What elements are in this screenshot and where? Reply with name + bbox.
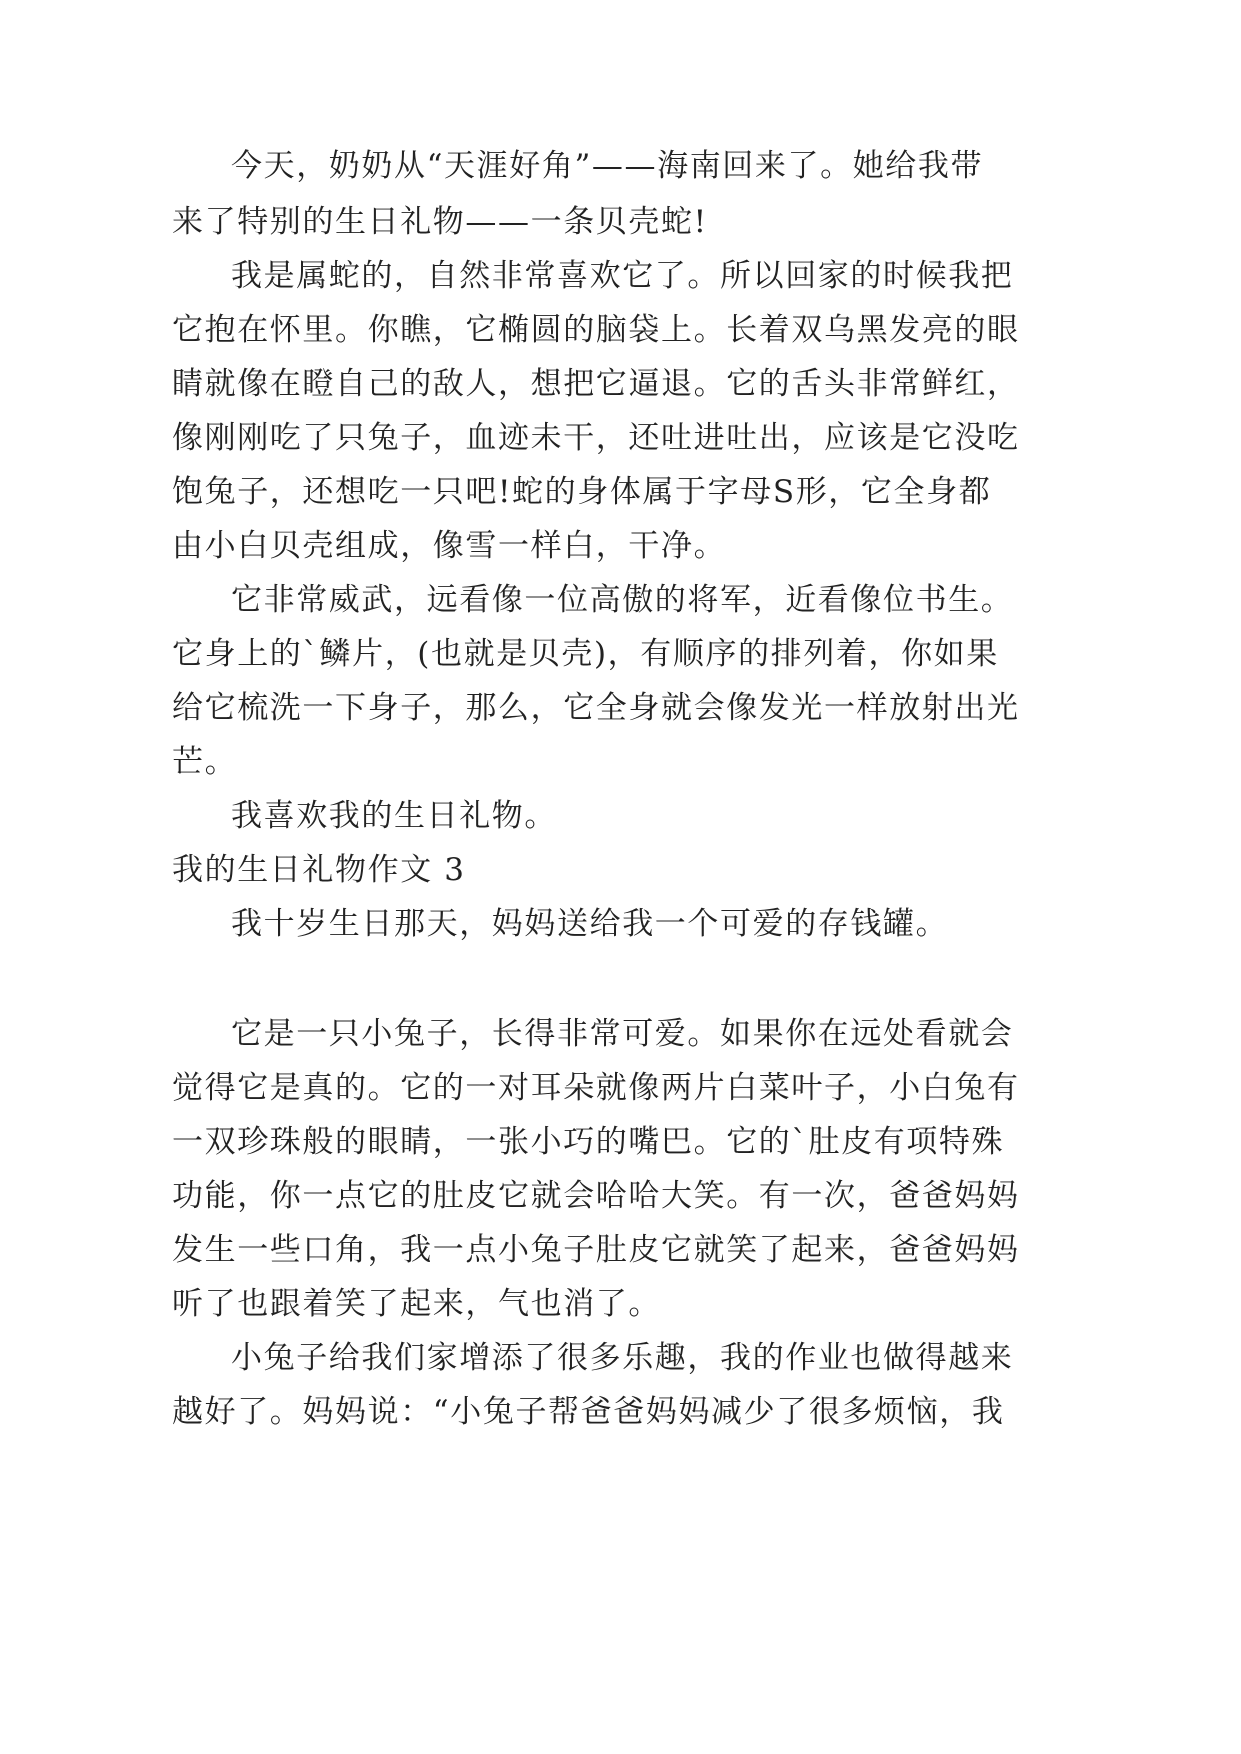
text-line: 像刚刚吃了只兔子，血迹未干，还吐进吐出，应该是它没吃 bbox=[172, 420, 1020, 456]
text-line: 越好了。妈妈说：“小兔子帮爸爸妈妈减少了很多烦恼，我 bbox=[172, 1394, 1005, 1430]
text-line: 小兔子给我们家增添了很多乐趣，我的作业也做得越来 bbox=[231, 1340, 1014, 1376]
text-line: 它身上的`鳞片，(也就是贝壳)，有顺序的排列着，你如果 bbox=[172, 636, 999, 672]
text-line: 今天，奶奶从“天涯好角”——海南回来了。她给我带 bbox=[231, 148, 984, 184]
text-line: 觉得它是真的。它的一对耳朵就像两片白菜叶子，小白兔有 bbox=[172, 1070, 1020, 1106]
text-line: 给它梳洗一下身子，那么，它全身就会像发光一样放射出光 bbox=[172, 690, 1020, 726]
text-line: 一双珍珠般的眼睛，一张小巧的嘴巴。它的`肚皮有项特殊 bbox=[172, 1124, 1005, 1160]
text-line: 睛就像在瞪自己的敌人，想把它逼退。它的舌头非常鲜红， bbox=[172, 366, 1020, 402]
text-line: 饱兔子，还想吃一只吧!蛇的身体属于字母S形，它全身都 bbox=[172, 474, 992, 510]
text-line: 芒。 bbox=[172, 744, 238, 780]
text-line: 功能，你一点它的肚皮它就会哈哈大笑。有一次，爸爸妈妈 bbox=[172, 1178, 1020, 1214]
text-line: 发生一些口角，我一点小兔子肚皮它就笑了起来，爸爸妈妈 bbox=[172, 1232, 1020, 1268]
text-line: 听了也跟着笑了起来，气也消了。 bbox=[172, 1286, 661, 1322]
text-line: 它抱在怀里。你瞧，它椭圆的脑袋上。长着双乌黑发亮的眼 bbox=[172, 312, 1020, 348]
text-line: 它是一只小兔子，长得非常可爱。如果你在远处看就会 bbox=[231, 1016, 1014, 1052]
text-line: 来了特别的生日礼物——一条贝壳蛇! bbox=[172, 204, 708, 240]
section-heading: 我的生日礼物作文 3 bbox=[172, 852, 466, 888]
text-line: 我十岁生日那天，妈妈送给我一个可爱的存钱罐。 bbox=[231, 906, 949, 942]
text-line: 我喜欢我的生日礼物。 bbox=[231, 798, 557, 834]
text-line: 由小白贝壳组成，像雪一样白，干净。 bbox=[172, 528, 727, 564]
text-line: 它非常威武，远看像一位高傲的将军，近看像位书生。 bbox=[231, 582, 1014, 618]
text-line: 我是属蛇的，自然非常喜欢它了。所以回家的时候我把 bbox=[231, 258, 1014, 294]
